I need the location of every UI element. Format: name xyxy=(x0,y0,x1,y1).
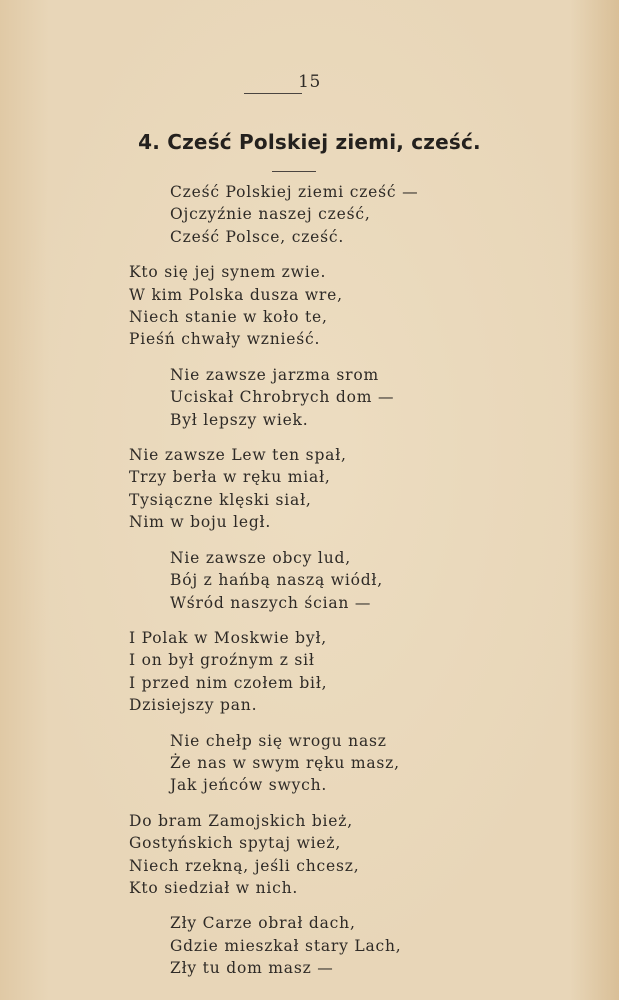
poem-line: W kim Polska dusza wre, xyxy=(129,285,343,304)
stanza xyxy=(0,181,619,248)
poem-line: Gdzie mieszkał stary Lach, xyxy=(170,936,402,955)
poem-line: Cześć Polsce, cześć. xyxy=(170,227,345,246)
poem-line: Dzisiejszy pan. xyxy=(129,696,258,715)
poem-line: Nie zawsze Lew ten spał, xyxy=(129,446,347,465)
stanza xyxy=(0,810,619,900)
stanza xyxy=(0,627,619,717)
poem-line: Niech stanie w koło te, xyxy=(129,308,328,327)
poem-title: 4. Cześć Polskiej ziemi, cześć. xyxy=(138,130,481,154)
poem-line: Do bram Zamojskich bież, xyxy=(129,811,353,830)
poem-line: Zły Carze obrał dach, xyxy=(170,914,356,933)
stanza xyxy=(0,547,619,614)
poem-line: Nie chełp się wrogu nasz xyxy=(170,731,387,750)
title-rule xyxy=(272,171,316,172)
stanza xyxy=(0,912,619,979)
poem-line: Wśród naszych ścian — xyxy=(170,593,372,612)
poem-line: Uciskał Chrobrych dom — xyxy=(170,388,395,407)
poem-line: Nie zawsze obcy lud, xyxy=(170,548,351,567)
poem-body xyxy=(0,181,619,993)
poem-line: Zły tu dom masz — xyxy=(170,959,334,978)
page-number-rule xyxy=(244,93,302,94)
poem-line: Nim w boju legł. xyxy=(129,513,272,532)
poem-line: I Polak w Moskwie był, xyxy=(129,628,327,647)
poem-line: Kto siedział w nich. xyxy=(129,878,299,897)
stanza xyxy=(0,261,619,351)
poem-line: Kto się jej synem zwie. xyxy=(129,263,327,282)
poem-line: Jak jeńców swych. xyxy=(170,776,328,795)
poem-line: Że nas w swym ręku masz, xyxy=(170,753,400,772)
poem-line: Był lepszy wiek. xyxy=(170,410,309,429)
page-number: 15 xyxy=(298,72,321,92)
poem-line: Gostyńskich spytaj wież, xyxy=(129,834,342,853)
poem-line: Ojczyźnie naszej cześć, xyxy=(170,205,371,224)
poem-line: Trzy berła w ręku miał, xyxy=(129,468,331,487)
poem-line: Pieśń chwały wznieść. xyxy=(129,330,321,349)
poem-line: Nie zawsze jarzma srom xyxy=(170,365,379,384)
poem-line: I on był groźnym z sił xyxy=(129,651,315,670)
poem-line: Bój z hańbą naszą wiódł, xyxy=(170,571,383,590)
poem-line: Niech rzekną, jeśli chcesz, xyxy=(129,856,360,875)
stanza xyxy=(0,444,619,534)
stanza xyxy=(0,730,619,797)
stanza xyxy=(0,364,619,431)
poem-line: Tysiączne klęski siał, xyxy=(129,490,312,509)
poem-line: Cześć Polskiej ziemi cześć — xyxy=(170,183,419,201)
poem-line: I przed nim czołem bił, xyxy=(129,673,328,692)
